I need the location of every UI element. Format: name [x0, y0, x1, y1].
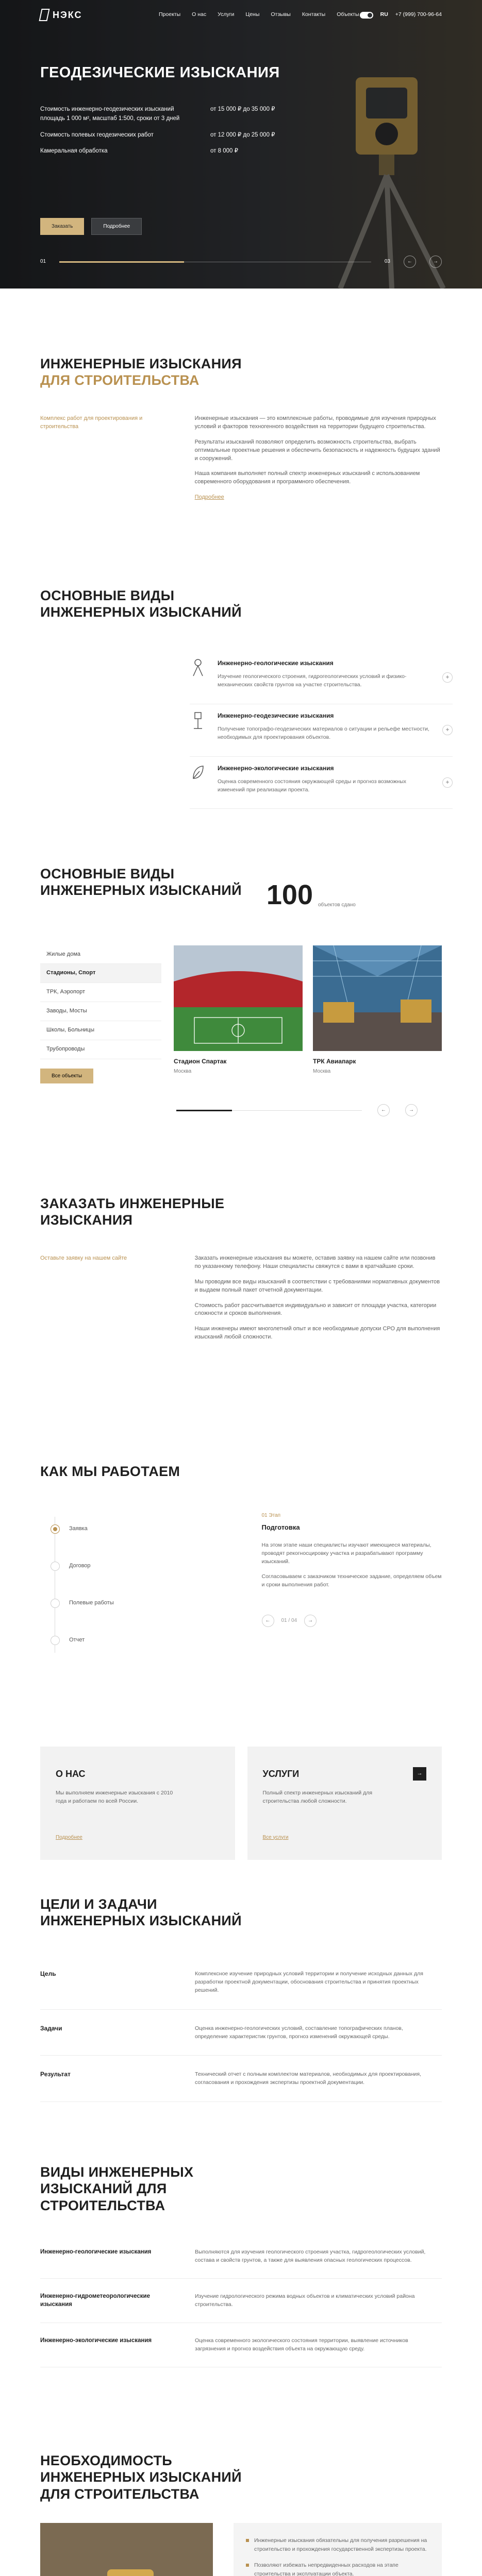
- types-title-line: ОСНОВНЫЕ ВИДЫ: [40, 588, 175, 603]
- prev-arrow-icon[interactable]: ←: [262, 1615, 274, 1627]
- object-card-place: Москва: [313, 1068, 331, 1074]
- hero-content: [40, 62, 350, 235]
- intro-title: [40, 355, 442, 389]
- need-text: [234, 2523, 442, 2576]
- goals-section: [0, 1870, 482, 2143]
- hero-price-row: [40, 131, 350, 140]
- hero: [0, 0, 482, 289]
- prev-arrow-icon[interactable]: ←: [377, 1104, 390, 1116]
- goal-key: Результат: [40, 2071, 71, 2078]
- kind-key: Инженерно-геологические изыскания: [40, 2249, 152, 2256]
- order-paragraph: Стоимость работ рассчитывается индивидуально и зависит от площади участка, категории сложности и сроков выполнения.: [194, 1302, 437, 1317]
- object-card-place: Москва: [174, 1068, 192, 1074]
- goal-row: [40, 2010, 442, 2056]
- intro-paragraph: Наша компания выполняет полный спектр инженерных изысканий с использованием современного оборудования и программного обеспечения.: [194, 470, 420, 485]
- intro-section: [0, 289, 482, 556]
- order-caption: Оставьте заявку на нашем сайте: [40, 1255, 127, 1261]
- nav-item-objects[interactable]: Объекты: [337, 11, 359, 18]
- expand-icon[interactable]: +: [442, 777, 453, 788]
- theodolite-icon: [190, 711, 206, 732]
- objects-stat-number: 100: [266, 879, 313, 910]
- intro-title-line: ИНЖЕНЕРНЫЕ ИЗЫСКАНИЯ: [40, 356, 242, 371]
- need-title-line: ДЛЯ СТРОИТЕЛЬСТВА: [40, 2486, 200, 2502]
- hero-price-label: Камеральная обработка: [40, 148, 108, 155]
- need-title-line: НЕОБХОДИМОСТЬ: [40, 2453, 172, 2468]
- goals-title-line: ЦЕЛИ И ЗАДАЧИ: [40, 1896, 157, 1912]
- language-switch[interactable]: RU: [380, 11, 388, 18]
- stadium-image: [174, 945, 303, 1051]
- next-arrow-icon[interactable]: →: [304, 1615, 317, 1627]
- arrow-right-icon[interactable]: →: [413, 1767, 426, 1781]
- need-point: Инженерные изыскания обязательны для получения разрешения на строительство и прохождения государственной экспертизы проекта.: [246, 2536, 429, 2554]
- types-list: [190, 652, 453, 809]
- how-step[interactable]: [51, 1548, 231, 1585]
- about-services-section: [0, 1741, 482, 1870]
- order-title: [40, 1195, 442, 1229]
- kinds-title-line: СТРОИТЕЛЬСТВА: [40, 2197, 165, 2213]
- type-name: Инженерно-экологические изыскания: [218, 764, 334, 772]
- next-arrow-icon[interactable]: →: [405, 1104, 418, 1116]
- intro-paragraph: Результаты изысканий позволяют определить возможность строительства, выбрать оптимальные проектные решения и обеспечить безопасность и надежность будущих зданий и сооружений.: [194, 438, 440, 462]
- goal-value: Комплексное изучение природных условий территории и получение исходных данных для разработки проектной документации, обоснования строительства и принятия проектных решений.: [195, 1970, 423, 1994]
- filter-item[interactable]: Трубопроводы: [40, 1040, 161, 1059]
- hero-price-row: [40, 105, 350, 124]
- intro-more-link[interactable]: Подробнее: [194, 494, 224, 501]
- logo-icon: [39, 9, 49, 21]
- need-title: [40, 2452, 442, 2502]
- objects-title: [40, 866, 242, 899]
- type-text: Получение топографо-геодезических материалов о ситуации и рельефе местности, необходимых для проектирования объектов.: [218, 726, 429, 740]
- objects-head: [40, 866, 442, 909]
- order-paragraph: Заказать инженерные изыскания вы можете, оставив заявку на нашем сайте или позвонив по указанному телефону. Наши специалисты свяжутся с вами в кратчайшие сроки.: [194, 1255, 436, 1269]
- nav-item-projects[interactable]: Проекты: [159, 11, 181, 18]
- how-step-label: Отчет: [69, 1637, 85, 1643]
- goal-row: [40, 1955, 442, 2010]
- hero-buttons: [40, 218, 350, 235]
- need-title-line: ИНЖЕНЕРНЫХ ИЗЫСКАНИЙ: [40, 2469, 242, 2485]
- goals-title-line: ИНЖЕНЕРНЫХ ИЗЫСКАНИЙ: [40, 1913, 242, 1929]
- type-body: [218, 659, 434, 689]
- how-nav-counter: 01 / 04: [281, 1617, 297, 1623]
- intro-paragraph: Инженерные изыскания — это комплексные работы, проводимые для изучения природных условий и факторов техногенного воздействия на территории будущего строительства.: [194, 415, 436, 430]
- type-item[interactable]: [190, 704, 453, 757]
- kind-row: [40, 2234, 442, 2279]
- tripod-icon: [190, 659, 206, 680]
- how-detail-title: Подготовка: [261, 1523, 300, 1531]
- order-columns: [40, 1255, 442, 1349]
- objects-title-line: ИНЖЕНЕРНЫХ ИЗЫСКАНИЙ: [40, 883, 242, 899]
- about-card-title: О НАС: [56, 1769, 86, 1779]
- how-detail-paragraph: Согласовываем с заказчиком техническое задание, определяем объем и сроки выполнения работ.: [261, 1573, 442, 1588]
- filter-item[interactable]: Стадионы, Спорт: [40, 964, 161, 983]
- step-dot-icon: [51, 1599, 60, 1608]
- objects-title-line: ОСНОВНЫЕ ВИДЫ: [40, 866, 175, 882]
- need-body: [40, 2523, 442, 2576]
- logo-text: НЭКС: [53, 9, 82, 20]
- need-section: [0, 2437, 482, 2576]
- intro-columns: [40, 415, 442, 502]
- nav-item-contacts[interactable]: Контакты: [302, 11, 326, 18]
- hero-price-value: от 8 000 ₽: [210, 148, 238, 155]
- hero-price-row: [40, 147, 350, 156]
- expand-icon[interactable]: +: [442, 725, 453, 735]
- how-section: [0, 1437, 482, 1741]
- hero-price-value: от 12 000 ₽ до 25 000 ₽: [210, 131, 275, 138]
- objects-cards: [174, 945, 442, 1084]
- type-name: Инженерно-геодезические изыскания: [218, 711, 334, 719]
- services-card-link[interactable]: Все услуги: [262, 1834, 289, 1840]
- kind-key: Инженерно-экологические изыскания: [40, 2337, 152, 2344]
- how-detail: [262, 1511, 442, 1659]
- type-text: Изучение геологического строения, гидрогеологических условий и физико-механических свойств грунтов на участке строительства.: [218, 673, 407, 688]
- order-button[interactable]: Заказать: [40, 218, 84, 235]
- objects-section: [0, 845, 482, 1175]
- mall-image: [313, 945, 442, 1051]
- hero-slider-controls: [40, 256, 442, 268]
- site-header: [0, 0, 482, 30]
- about-card-text: Мы выполняем инженерные изыскания с 2010 года и работаем по всей России.: [56, 1790, 173, 1805]
- kinds-section: [0, 2143, 482, 2437]
- slide-counter-total: 03: [384, 258, 390, 264]
- object-card[interactable]: [313, 945, 442, 1084]
- how-step[interactable]: [51, 1511, 231, 1548]
- services-card-text: Полный спектр инженерных изысканий для строительства любой сложности.: [262, 1790, 373, 1805]
- leaf-icon: [190, 764, 206, 785]
- header-right: [360, 11, 442, 19]
- expand-icon[interactable]: +: [442, 672, 453, 683]
- goals-title: [40, 1896, 442, 1929]
- type-item[interactable]: [190, 652, 453, 704]
- nav-item-about[interactable]: О нас: [192, 11, 207, 18]
- objects-stat-caption: объектов сдано: [318, 902, 356, 908]
- objects-slider-nav: [176, 1104, 442, 1116]
- order-section: [0, 1175, 482, 1437]
- about-card[interactable]: [40, 1747, 235, 1860]
- filter-item[interactable]: Жилые дома: [40, 945, 161, 964]
- kind-row: [40, 2323, 442, 2367]
- step-dot-icon: [51, 1636, 60, 1645]
- filter-item[interactable]: Заводы, Мосты: [40, 1002, 161, 1021]
- step-dot-icon: [51, 1524, 60, 1534]
- how-nav: [262, 1615, 442, 1627]
- how-step-label: Полевые работы: [69, 1600, 114, 1606]
- types-section: [0, 556, 482, 845]
- objects-body: [40, 945, 442, 1084]
- slide-counter-current: 01: [40, 258, 46, 264]
- filter-item[interactable]: Школы, Больницы: [40, 1021, 161, 1040]
- kinds-title-line: ИЗЫСКАНИЙ ДЛЯ: [40, 2181, 167, 2197]
- need-point: Позволяют избежать непредвиденных расходов на этапе строительства и эксплуатации объекта.: [246, 2561, 429, 2576]
- kind-key: Инженерно-гидрометеорологические изыскания: [40, 2293, 150, 2308]
- hero-title: ГЕОДЕЗИЧЕСКИЕ ИЗЫСКАНИЯ: [40, 64, 280, 81]
- how-step-label: Заявка: [69, 1526, 88, 1532]
- object-card[interactable]: [174, 945, 303, 1084]
- order-title-line: ЗАКАЗАТЬ ИНЖЕНЕРНЫЕ: [40, 1196, 225, 1211]
- how-step-label: Договор: [69, 1563, 91, 1569]
- nav-item-prices[interactable]: Цены: [245, 11, 260, 18]
- order-paragraph: Мы проводим все виды изысканий в соответствии с требованиями нормативных документов и выдаем полный пакет отчетной документации.: [194, 1278, 440, 1293]
- objects-stat: [267, 881, 364, 909]
- all-objects-button[interactable]: Все объекты: [40, 1069, 93, 1083]
- about-card-link[interactable]: Подробнее: [56, 1834, 82, 1840]
- main-nav: [159, 11, 359, 19]
- services-card-title: УСЛУГИ: [262, 1769, 300, 1779]
- goal-value: Оценка инженерно-геологических условий, составление топографических планов, определение характеристик грунтов, прогноз изменений окружающей среды.: [195, 2025, 403, 2040]
- how-title: КАК МЫ РАБОТАЕМ: [40, 1464, 180, 1479]
- hero-price-value: от 15 000 ₽ до 35 000 ₽: [210, 106, 275, 113]
- order-paragraph: Наши инженеры имеют многолетний опыт и все необходимые допуски СРО для выполнения изысканий любой сложности.: [194, 1326, 440, 1341]
- type-name: Инженерно-геологические изыскания: [218, 659, 334, 667]
- how-step[interactable]: [51, 1622, 231, 1659]
- kind-value: Оценка современного экологического состояния территории, выявление источников загрязнения и прогноз воздействия объекта на окружающую среду.: [195, 2337, 408, 2352]
- intro-text: [195, 415, 442, 502]
- goal-value: Технический отчет с полным комплектом материалов, необходимых для проектирования, согласования и прохождения экспертизы проектной документации.: [195, 2071, 422, 2086]
- next-slide-icon[interactable]: →: [429, 256, 442, 268]
- step-dot-icon: [51, 1562, 60, 1571]
- goal-key: Задачи: [40, 2024, 62, 2032]
- intro-title-line: ДЛЯ СТРОИТЕЛЬСТВА: [40, 372, 200, 388]
- kinds-title-line: ВИДЫ ИНЖЕНЕРНЫХ: [40, 2164, 194, 2180]
- hero-price-label: Стоимость полевых геодезических работ: [40, 131, 154, 138]
- how-body: [40, 1511, 442, 1659]
- type-body: [218, 711, 434, 742]
- prev-slide-icon[interactable]: ←: [404, 256, 416, 268]
- logo[interactable]: [40, 8, 97, 22]
- objects-slider-progress: [176, 1110, 362, 1111]
- filter-item[interactable]: ТРК, Аэропорт: [40, 983, 161, 1002]
- how-step[interactable]: [51, 1585, 231, 1622]
- type-text: Оценка современного состояния окружающей среды и прогноз возможных изменений при реализации проекта.: [218, 778, 407, 793]
- object-card-title: Стадион Спартак: [174, 1057, 227, 1065]
- details-button[interactable]: Подробнее: [91, 218, 142, 235]
- types-title-line: ИНЖЕНЕРНЫХ ИЗЫСКАНИЙ: [40, 604, 242, 620]
- goal-row: [40, 2056, 442, 2102]
- hero-price-label: Стоимость инженерно-геодезических изысканий площадь 1 000 м², масштаб 1:500, сроки от 3 дней: [40, 106, 180, 122]
- how-steps: [40, 1511, 231, 1659]
- objects-filter: [40, 945, 161, 1084]
- object-card-title: ТРК Авиапарк: [313, 1057, 356, 1065]
- intro-caption: Комплекс работ для проектирования и строительства: [40, 415, 143, 430]
- type-item[interactable]: [190, 757, 453, 809]
- kind-value: Выполняются для изучения геологического строения участка, гидрогеологических условий, состава и свойств грунтов, а также для выявления опасных геологических процессов.: [195, 2249, 426, 2264]
- services-card[interactable]: [247, 1747, 442, 1860]
- order-text: [195, 1255, 442, 1349]
- types-title: [40, 587, 442, 621]
- nav-item-services[interactable]: Услуги: [218, 11, 235, 18]
- how-detail-paragraph: На этом этапе наши специалисты изучают имеющиеся материалы, проводят рекогносцировку участка и разрабатывают программу изысканий.: [261, 1541, 431, 1565]
- goal-key: Цель: [40, 1970, 56, 1977]
- order-title-line: ИЗЫСКАНИЯ: [40, 1212, 133, 1228]
- kind-value: Изучение гидрологического режима водных объектов и климатических условий района строительства.: [195, 2293, 415, 2308]
- type-body: [218, 764, 434, 794]
- nav-item-reviews[interactable]: Отзывы: [271, 11, 291, 18]
- header-phone[interactable]: +7 (999) 700-96-64: [395, 11, 442, 18]
- kinds-title: [40, 2164, 442, 2214]
- kind-row: [40, 2279, 442, 2323]
- theme-toggle[interactable]: [360, 12, 373, 19]
- how-detail-tag: 01 Этап: [261, 1513, 281, 1519]
- surveyor-image: [40, 2523, 213, 2576]
